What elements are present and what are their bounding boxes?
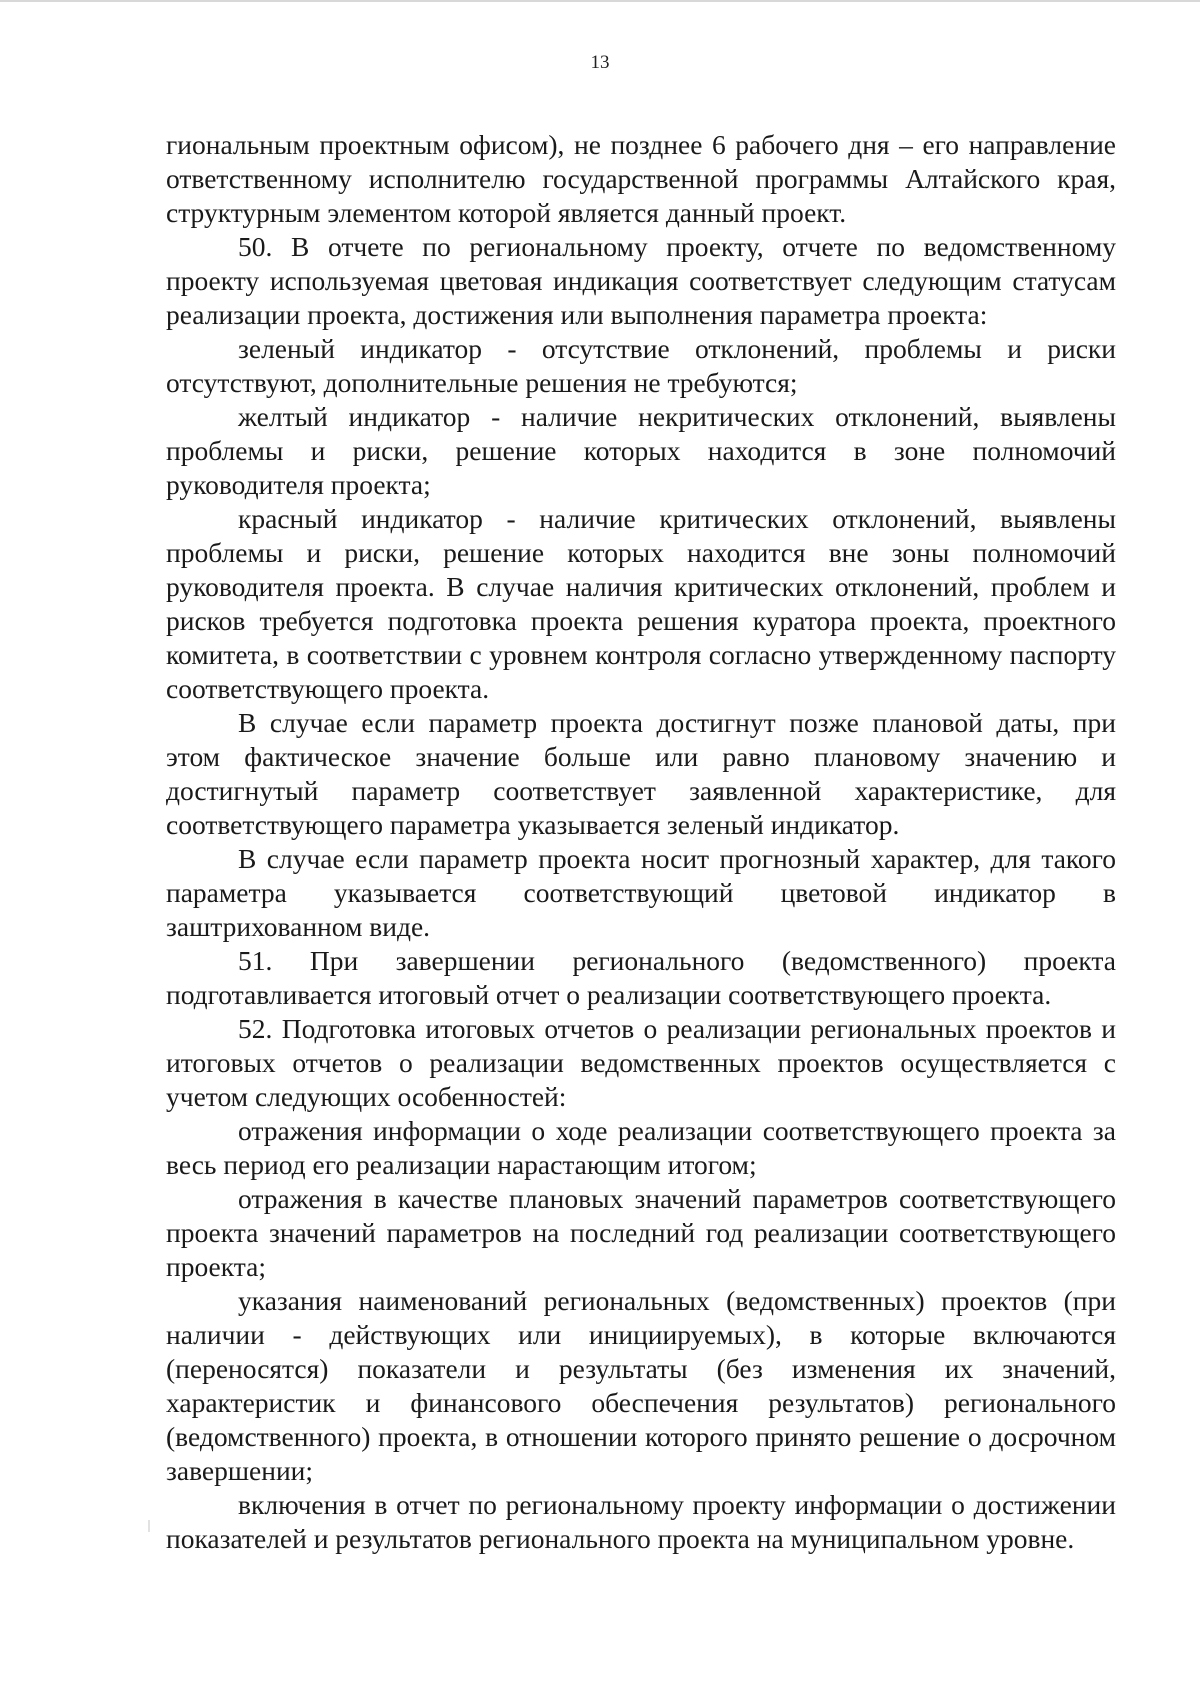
paragraph-planned-values: отражения в качестве плановых значений параметров соответствующего проекта значений параметров на последний год реализации соответствующего проекта; — [166, 1183, 1116, 1282]
paragraph-51: 51. При завершении регионального (ведомственного) проекта подготавливается итоговый отчет о реализации соответствующего проекта. — [166, 945, 1116, 1010]
page-number: 13 — [590, 52, 610, 73]
paragraph-forecast-parameter: В случае если параметр проекта носит прогнозный характер, для такого параметра указывается соответствующий цветовой индикатор в заштрихованном виде. — [166, 843, 1116, 942]
paragraph-yellow-indicator: желтый индикатор - наличие некритических отклонений, выявлены проблемы и риски, решение которых находится в зоне полномочий руководителя проекта; — [166, 401, 1116, 500]
document-body — [166, 128, 1116, 1556]
paragraph-50: 50. В отчете по региональному проекту, отчете по ведомственному проекту используемая цветовая индикация соответствует следующим статусам реализации проекта, достижения или выполнения параметра проекта: — [166, 231, 1116, 330]
paragraph-green-indicator: зеленый индикатор - отсутствие отклонений, проблемы и риски отсутствуют, дополнительные решения не требуются; — [166, 333, 1116, 398]
scan-artifact — [148, 1520, 150, 1532]
paragraph-cumulative-info: отражения информации о ходе реализации соответствующего проекта за весь период его реализации нарастающим итогом; — [166, 1115, 1116, 1180]
paragraph-municipal-level: включения в отчет по региональному проекту информации о достижении показателей и результатов регионального проекта на муниципальном уровне. — [166, 1489, 1116, 1554]
paragraph-red-indicator: красный индикатор - наличие критических отклонений, выявлены проблемы и риски, решение которых находится вне зоны полномочий руководителя проекта. В случае наличия критических отклонений, проблем и рисков требуется подготовка проекта решения куратора проекта, проектного комитета, в соответствии с уровнем контроля согласно утвержденному паспорту соответствующего проекта. — [166, 503, 1116, 704]
paragraph-52: 52. Подготовка итоговых отчетов о реализации региональных проектов и итоговых отчетов о реализации ведомственных проектов осуществляется с учетом следующих особенностей: — [166, 1013, 1116, 1112]
paragraph-continuation: гиональным проектным офисом), не позднее 6 рабочего дня – его направление ответственному исполнителю государственной программы Алтайского края, структурным элементом которой является данный проект. — [166, 129, 1116, 228]
paragraph-project-names: указания наименований региональных (ведомственных) проектов (при наличии - действующих или инициируемых), в которые включаются (переносятся) показатели и результаты (без изменения их значений, характеристик и финансового обеспечения результатов) регионального (ведомственного) проекта, в отношении которого принято решение о досрочном завершении; — [166, 1285, 1116, 1486]
paragraph-late-parameter: В случае если параметр проекта достигнут позже плановой даты, при этом фактическое значение больше или равно плановому значению и достигнутый параметр соответствует заявленной характеристике, для соответствующего параметра указывается зеленый индикатор. — [166, 707, 1116, 840]
scan-top-edge — [0, 0, 1200, 2]
